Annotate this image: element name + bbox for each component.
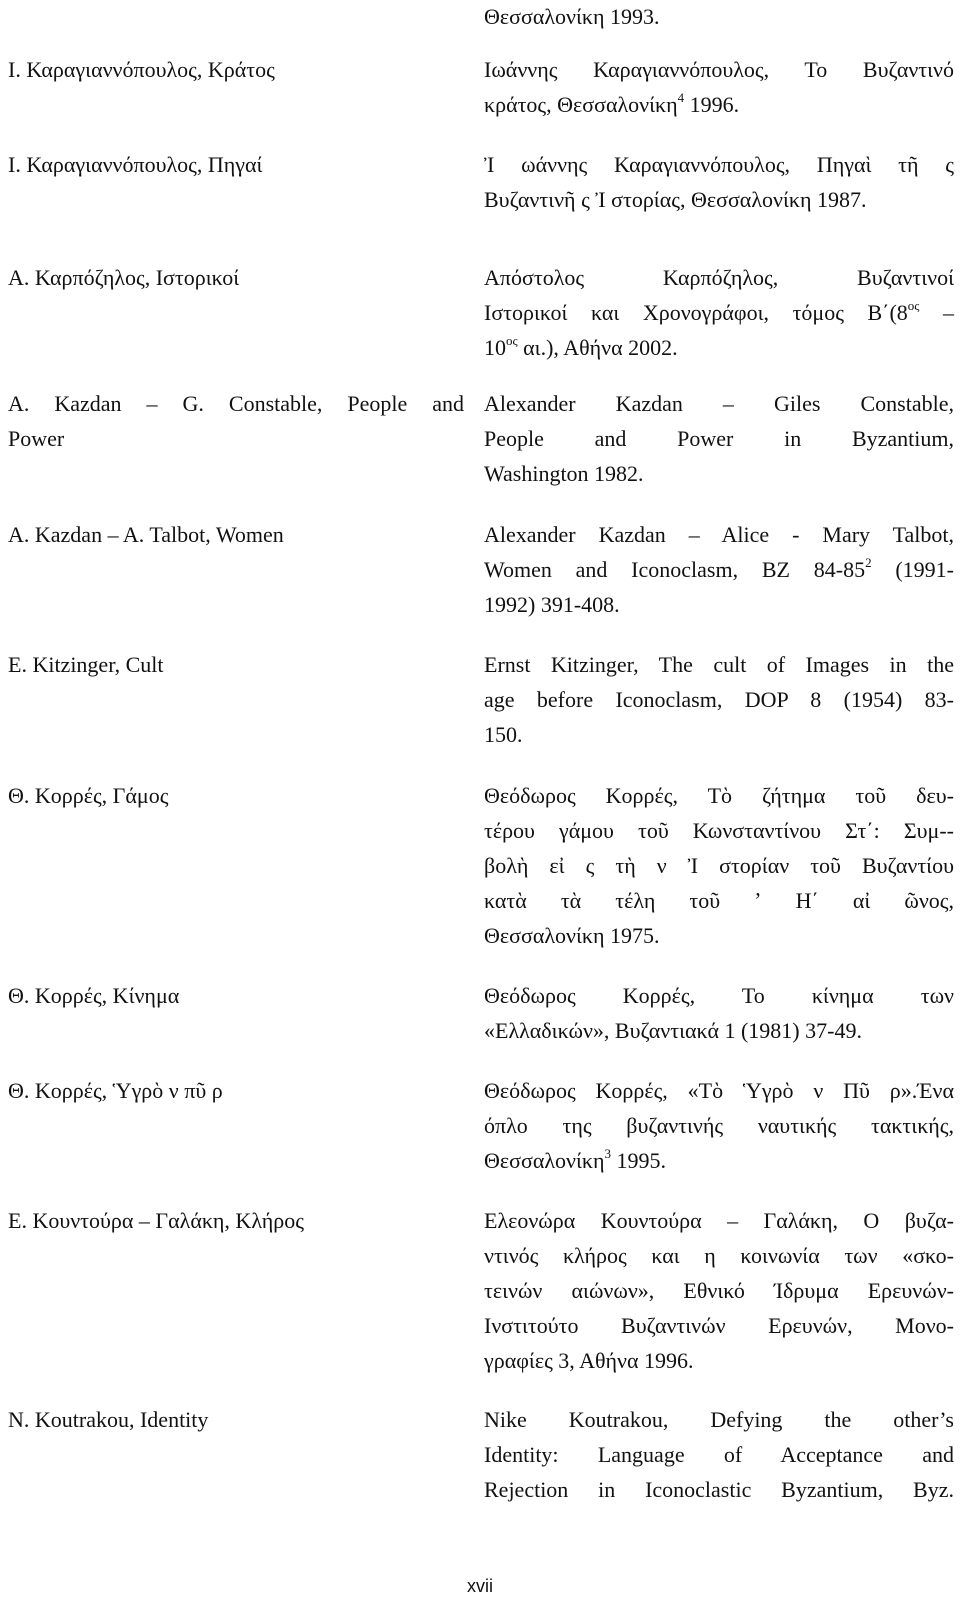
entry-reference: Θεόδωρος Κορρές, Το κίνημα των «Ελλαδικών», Βυζαντιακά 1 (1981) 37-49. <box>484 983 954 1043</box>
entry-abbreviation: E. Kitzinger, Cult <box>8 652 164 677</box>
entry-reference: Alexander Kazdan – Alice - Mary Talbot, Women and Iconoclasm, BZ $84-85^2$ (1991- 1992) 391-408. <box>484 522 954 617</box>
entry-abbreviation: N. Koutrakou, Identity <box>8 1407 209 1432</box>
entry-reference: Θεόδωρος Κορρές, «Τὸ Ὑγρὸ ν Πῦ ρ».Ένα όπλο της βυζαντινής ναυτικής τακτικής, Θεσσαλονίκη$^3$ 1995. <box>484 1078 954 1173</box>
page-number: xvii <box>467 1576 493 1596</box>
entry-abbreviation: Θ. Κορρές, Κίνημα <box>8 983 180 1008</box>
entry-abbreviation: Θ. Κορρές, Ὑγρὸ ν πῦ ρ <box>8 1078 223 1103</box>
entry-reference: Ἰ ωάννης Καραγιαννόπουλος, Πηγαὶ τῆ ς Βυζαντινῆ ς Ἰ στορίας, Θεσσαλονίκη 1987. <box>484 152 954 212</box>
entry-abbreviation: Θ. Κορρές, Γάμος <box>8 783 169 808</box>
entry-reference: Απόστολος Καρπόζηλος, Βυζαντινοί Ιστορικοί και Χρονογράφοι, τόμος $B΄(8^{o\varsigma}$ – $10^{o\varsigma}$ αι.), Αθήνα 2002. <box>484 265 954 360</box>
entry-abbreviation: Ε. Κουντούρα – Γαλάκη, Κλήρος <box>8 1208 304 1233</box>
entry-reference: Ιωάννης Καραγιαννόπουλος, Το Βυζαντινό κράτος, Θεσσαλονίκη$^4$ 1996. <box>484 57 954 117</box>
entry-reference: Alexander Kazdan – Giles Constable, People and Power in Byzantium, Washington 1982. <box>484 391 954 486</box>
entry-abbreviation: Α. Καρπόζηλος, Ιστορικοί <box>8 265 240 290</box>
entry-reference: Nike Koutrakou, Defying the other’s Identity: Language of Acceptance and Rejection in Iconoclastic Byzantium, Byz. <box>484 1407 954 1502</box>
entry-abbreviation: Ι. Καραγιαννόπουλος, Πηγαί <box>8 152 263 177</box>
entry-abbreviation: A. Kazdan – A. Talbot, Women <box>8 522 284 547</box>
continued-reference-line: Θεσσαλονίκη 1993. <box>484 4 660 29</box>
entry-reference: Ελεονώρα Κουντούρα – Γαλάκη, Ο βυζα- ντινός κλήρος και η κοινωνία των «σκο- τεινών αιώνων», Εθνικό Ίδρυμα Ερευνών- Ινστιτούτο Βυζαντινών Ερευνών, Μονο- γραφίες 3, Αθήνα 1996. <box>484 1208 954 1373</box>
entry-abbreviation: Ι. Καραγιαννόπουλος, Κράτος <box>8 57 275 82</box>
entry-reference: Θεόδωρος Κορρές, Τὸ ζήτημα τοῦ δευ- τέρου γάμου τοῦ Κωνσταντίνου Στ΄: Συμ-- βολὴ εἰ ς τὴ ν Ἰ στορίαν τοῦ Βυζαντίου κατὰ τὰ τέλη τοῦ ʼ Η΄ αἰ ῶνος, Θεσσαλονίκη 1975. <box>484 783 954 948</box>
entry-reference: Ernst Kitzinger, The cult of Images in the age before Iconoclasm, DOP 8 (1954) 83- 150. <box>484 652 954 747</box>
entry-abbreviation: A. Kazdan – G. Constable, People and Power <box>8 391 464 451</box>
